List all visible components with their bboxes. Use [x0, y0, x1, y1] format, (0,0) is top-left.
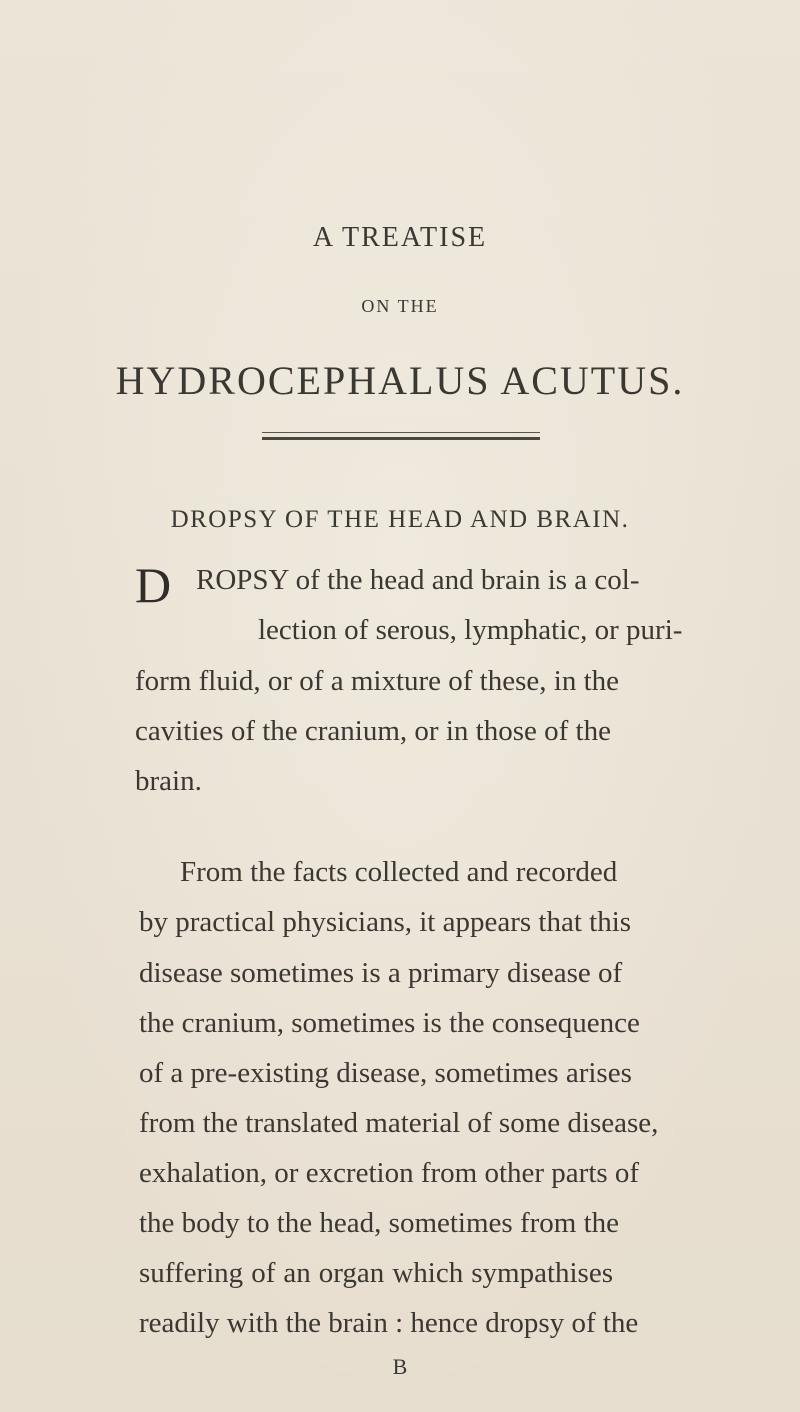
- paragraph-2-line-5: of a pre-existing disease, sometimes arises: [139, 1057, 632, 1089]
- paragraph-2-line-10: readily with the brain : hence dropsy of the: [139, 1307, 639, 1339]
- paragraph-1-line-5: brain.: [135, 765, 202, 797]
- title-treatise: A TREATISE: [312, 222, 488, 253]
- section-title: DROPSY OF THE HEAD AND BRAIN.: [170, 506, 630, 533]
- paragraph-2-line-3: disease sometimes is a primary disease of: [139, 957, 623, 989]
- signature-mark: B: [392, 1354, 408, 1379]
- paragraph-2-line-6: from the translated material of some disease,: [139, 1107, 659, 1139]
- drop-cap: D: [135, 557, 172, 613]
- paragraph-1-line-1: ROPSY of the head and brain is a col-: [196, 564, 640, 596]
- paragraph-2-line-8: the body to the head, sometimes from the: [139, 1207, 620, 1239]
- paragraph-1-line-4: cavities of the cranium, or in those of the: [135, 715, 611, 747]
- rule-thick-line: [262, 437, 540, 440]
- paragraph-2-line-1: From the facts collected and recorded: [180, 856, 618, 888]
- paragraph-2-line-9: suffering of an organ which sympathises: [139, 1257, 613, 1289]
- paragraph-2-line-7: exhalation, or excretion from other parts of: [139, 1157, 640, 1189]
- paragraph-2-line-2: by practical physicians, it appears that this: [139, 906, 632, 938]
- paragraph-1-line-3: form fluid, or of a mixture of these, in the: [135, 665, 620, 697]
- title-on-the: ON THE: [361, 296, 439, 316]
- rule-thin-line: [262, 432, 540, 433]
- paragraph-2-line-4: the cranium, sometimes is the consequence: [139, 1007, 640, 1039]
- title-hydrocephalus: HYDROCEPHALUS ACUTUS.: [115, 358, 685, 403]
- double-rule-divider: [262, 432, 540, 442]
- paragraph-1-line-2: lection of serous, lymphatic, or puri-: [258, 614, 683, 646]
